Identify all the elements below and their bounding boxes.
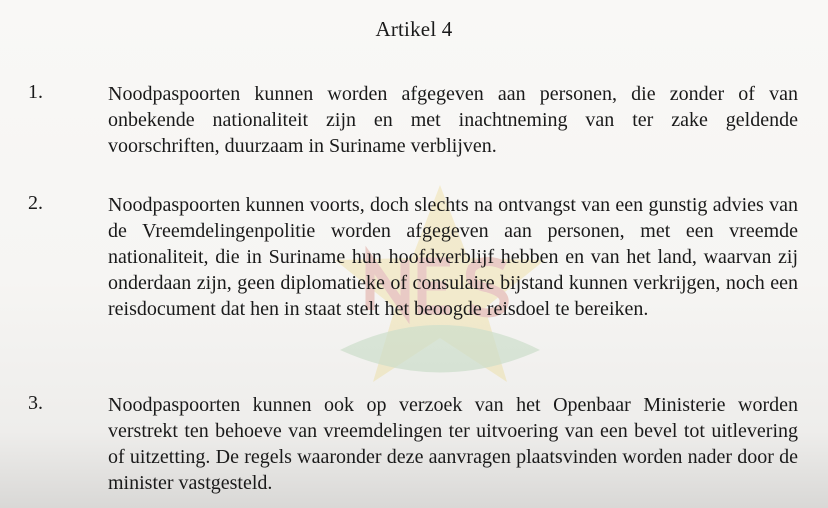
item-number: 3. xyxy=(28,392,43,414)
watermark-leaf xyxy=(340,325,540,373)
item-text: Noodpaspoorten kunnen ook op verzoek van het Openbaar Ministerie worden verstrekt ten behoeve van vreemdelingen ter uitvoering van een bevel tot uitlevering of uitzetting. De regels waaronder deze aanvragen plaatsvinden worden nader door de minister vastgesteld. xyxy=(108,394,798,494)
item-text: Noodpaspoorten kunnen worden afgegeven aan personen, die zonder of van onbekende nationaliteit zijn en met inachtneming van ter zake geldende voorschriften, duurzaam in Suriname verblijven. xyxy=(108,83,798,157)
item-text: Noodpaspoorten kunnen voorts, doch slechts na ontvangst van een gunstig advies van de Vreemdelingenpolitie worden afgegeven aan personen, met een vreemde nationaliteit, die in Suriname hun hoofdverblijf hebben en van het land, waarvan zij onderdaan zijn, geen diplomatieke of consulaire bijstand kunnen verkrijgen, noch een reisdocument dat hen in staat stelt het beoogde reisdoel te bereiken. xyxy=(108,194,798,320)
article-heading: Artikel 4 xyxy=(375,17,453,41)
item-number: 2. xyxy=(28,192,43,214)
item-number: 1. xyxy=(28,81,43,103)
